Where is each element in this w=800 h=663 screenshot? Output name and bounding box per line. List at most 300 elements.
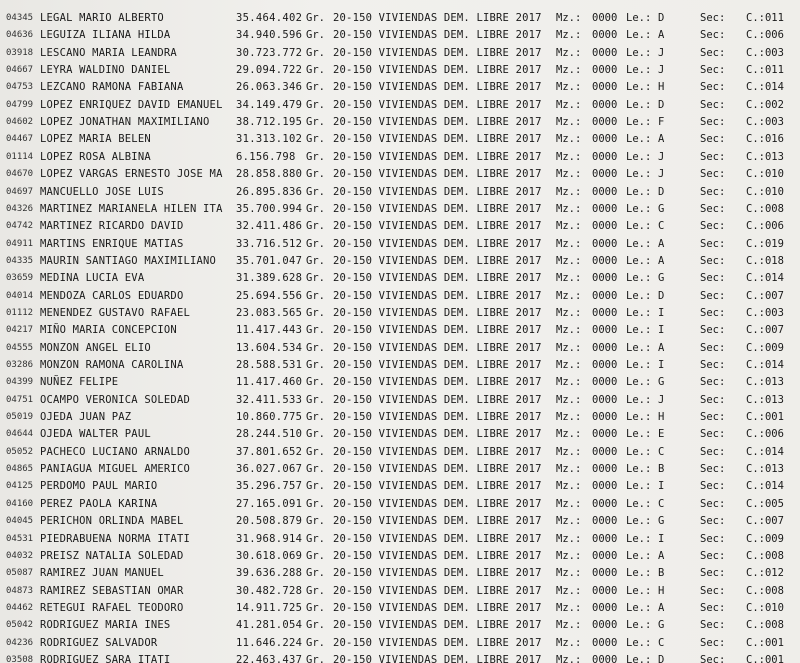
- document-number: 28.588.531: [236, 359, 303, 371]
- person-name: RAMIREZ JUAN MANUEL: [40, 567, 164, 580]
- mz-value: 0000: [592, 584, 618, 597]
- mz-label: Mz.:: [556, 289, 582, 302]
- housing-description: 20-150 VIVIENDAS DEM. LIBRE 2017: [333, 202, 542, 215]
- record-number: 04345: [6, 13, 34, 23]
- person-name: MARTINS ENRIQUE MATIAS: [40, 237, 184, 250]
- mz-label: Mz.:: [556, 98, 582, 111]
- sec-label: Sec:: [700, 341, 726, 354]
- gr-label: Gr.: [306, 584, 325, 597]
- le-label: Le.:: [626, 428, 652, 441]
- document-number: 11.417.460: [236, 376, 303, 389]
- mz-label: Mz.:: [556, 515, 582, 528]
- record-number: 04751: [6, 394, 34, 405]
- mz-value: 0000: [592, 567, 618, 580]
- le-value: I: [658, 480, 665, 493]
- sec-label: Sec:: [700, 46, 726, 59]
- mz-value: 0000: [592, 428, 618, 441]
- sec-value: C.:009: [746, 341, 784, 354]
- sec-label: Sec:: [700, 12, 726, 24]
- mz-value: 0000: [592, 133, 618, 146]
- le-label: Le.:: [626, 133, 652, 146]
- record-number: 01112: [6, 307, 34, 318]
- list-item: [0, 97, 800, 114]
- sec-label: Sec:: [700, 150, 726, 163]
- gr-label: Gr.: [306, 393, 325, 406]
- sec-label: Sec:: [700, 636, 726, 649]
- le-value: A: [658, 237, 665, 250]
- gr-label: Gr.: [306, 463, 325, 476]
- gr-label: Gr.: [306, 46, 325, 59]
- le-value: G: [658, 376, 665, 389]
- document-number: 6.156.798: [236, 150, 296, 163]
- sec-value: C.:008: [746, 619, 784, 632]
- mz-value: 0000: [592, 306, 618, 319]
- list-item: [0, 617, 800, 634]
- person-name: PERICHON ORLINDA MABEL: [40, 515, 184, 528]
- mz-value: 0000: [592, 29, 618, 42]
- mz-value: 0000: [592, 515, 618, 528]
- mz-label: Mz.:: [556, 411, 582, 424]
- document-number: 11.417.443: [236, 324, 303, 337]
- mz-label: Mz.:: [556, 341, 582, 354]
- le-label: Le.:: [626, 254, 652, 267]
- record-number: 04326: [6, 203, 34, 214]
- document-number: 30.618.069: [236, 549, 303, 562]
- le-value: J: [658, 150, 665, 163]
- sec-value: C.:010: [746, 185, 784, 198]
- mz-label: Mz.:: [556, 150, 582, 163]
- sec-label: Sec:: [700, 584, 726, 597]
- sec-value: C.:001: [746, 653, 784, 663]
- record-number: 04217: [6, 325, 34, 336]
- le-label: Le.:: [626, 29, 652, 42]
- gr-label: Gr.: [306, 636, 325, 649]
- record-number: 04670: [6, 169, 34, 180]
- housing-description: 20-150 VIVIENDAS DEM. LIBRE 2017: [333, 480, 542, 493]
- record-number: 04742: [6, 221, 34, 232]
- sec-label: Sec:: [700, 601, 726, 614]
- list-item: [0, 426, 800, 443]
- mz-value: 0000: [592, 150, 618, 163]
- mz-value: 0000: [592, 116, 618, 129]
- record-number: 04125: [6, 481, 34, 492]
- housing-description: 20-150 VIVIENDAS DEM. LIBRE 2017: [333, 601, 542, 614]
- list-item: [0, 322, 800, 339]
- mz-label: Mz.:: [556, 46, 582, 59]
- mz-label: Mz.:: [556, 64, 582, 77]
- gr-label: Gr.: [306, 168, 325, 181]
- document-number: 31.389.628: [236, 272, 303, 285]
- document-number: 13.604.534: [236, 341, 303, 354]
- sec-label: Sec:: [700, 29, 726, 42]
- le-value: A: [658, 133, 665, 146]
- record-number: 04467: [6, 134, 34, 145]
- le-value: D: [658, 12, 665, 24]
- mz-label: Mz.:: [556, 463, 582, 476]
- sec-value: C.:019: [746, 237, 784, 250]
- housing-description: 20-150 VIVIENDAS DEM. LIBRE 2017: [333, 359, 542, 371]
- list-item: [0, 478, 800, 495]
- document-number: 29.094.722: [236, 64, 303, 77]
- sec-value: C.:008: [746, 549, 784, 562]
- list-item: [0, 583, 800, 600]
- person-name: MENDOZA CARLOS EDUARDO: [40, 289, 184, 302]
- sec-value: C.:003: [746, 306, 784, 319]
- person-name: NUÑEZ FELIPE: [40, 376, 119, 389]
- le-value: F: [658, 116, 665, 129]
- housing-description: 20-150 VIVIENDAS DEM. LIBRE 2017: [333, 150, 542, 163]
- sec-label: Sec:: [700, 393, 726, 406]
- sec-label: Sec:: [700, 81, 726, 94]
- sec-value: C.:016: [746, 133, 784, 146]
- le-label: Le.:: [626, 619, 652, 632]
- mz-label: Mz.:: [556, 653, 582, 663]
- le-value: D: [658, 289, 665, 302]
- mz-value: 0000: [592, 168, 618, 181]
- mz-label: Mz.:: [556, 133, 582, 146]
- mz-value: 0000: [592, 549, 618, 562]
- list-item: [0, 218, 800, 235]
- list-item: [0, 305, 800, 322]
- mz-label: Mz.:: [556, 584, 582, 597]
- sec-label: Sec:: [700, 463, 726, 476]
- mz-value: 0000: [592, 185, 618, 198]
- mz-label: Mz.:: [556, 359, 582, 371]
- sec-value: C.:018: [746, 254, 784, 267]
- sec-label: Sec:: [700, 306, 726, 319]
- list-item: [0, 149, 800, 166]
- record-number: 05052: [6, 446, 34, 457]
- mz-value: 0000: [592, 636, 618, 649]
- list-item: [0, 236, 800, 253]
- list-item: [0, 565, 800, 582]
- record-number: 04911: [6, 238, 34, 249]
- sec-value: C.:014: [746, 81, 784, 94]
- le-label: Le.:: [626, 185, 652, 198]
- mz-value: 0000: [592, 532, 618, 545]
- person-name: MIÑO MARIA CONCEPCION: [40, 324, 177, 337]
- sec-value: C.:002: [746, 98, 784, 111]
- housing-description: 20-150 VIVIENDAS DEM. LIBRE 2017: [333, 393, 542, 406]
- le-value: B: [658, 567, 665, 580]
- mz-value: 0000: [592, 411, 618, 424]
- mz-value: 0000: [592, 445, 618, 458]
- list-item: [0, 340, 800, 357]
- document-number: 22.463.437: [236, 653, 303, 663]
- le-value: D: [658, 98, 665, 111]
- document-number: 31.313.102: [236, 133, 303, 146]
- sec-value: C.:011: [746, 12, 784, 24]
- document-number: 35.700.994: [236, 202, 303, 215]
- sec-label: Sec:: [700, 168, 726, 181]
- record-number: 04462: [6, 602, 34, 613]
- gr-label: Gr.: [306, 202, 325, 215]
- record-number: 04697: [6, 186, 34, 197]
- le-value: G: [658, 202, 665, 215]
- sec-value: C.:006: [746, 428, 784, 441]
- le-value: A: [658, 29, 665, 42]
- housing-description: 20-150 VIVIENDAS DEM. LIBRE 2017: [333, 272, 542, 285]
- gr-label: Gr.: [306, 306, 325, 319]
- housing-description: 20-150 VIVIENDAS DEM. LIBRE 2017: [333, 636, 542, 649]
- le-label: Le.:: [626, 532, 652, 545]
- document-number: 31.968.914: [236, 532, 303, 545]
- document-number: 23.083.565: [236, 306, 303, 319]
- sec-label: Sec:: [700, 497, 726, 510]
- le-value: H: [658, 584, 665, 597]
- list-item: [0, 131, 800, 148]
- housing-description: 20-150 VIVIENDAS DEM. LIBRE 2017: [333, 133, 542, 146]
- sec-value: C.:010: [746, 168, 784, 181]
- housing-description: 20-150 VIVIENDAS DEM. LIBRE 2017: [333, 584, 542, 597]
- list-item: [0, 531, 800, 548]
- record-number: 04636: [6, 30, 34, 41]
- le-label: Le.:: [626, 202, 652, 215]
- gr-label: Gr.: [306, 619, 325, 632]
- gr-label: Gr.: [306, 445, 325, 458]
- document-number: 35.464.402: [236, 12, 303, 24]
- le-label: Le.:: [626, 411, 652, 424]
- sec-value: C.:014: [746, 359, 784, 371]
- mz-label: Mz.:: [556, 532, 582, 545]
- sec-value: C.:014: [746, 272, 784, 285]
- list-item: [0, 548, 800, 565]
- mz-label: Mz.:: [556, 202, 582, 215]
- person-name: RODRIGUEZ MARIA INES: [40, 619, 171, 632]
- sec-value: C.:008: [746, 202, 784, 215]
- document-number: 26.895.836: [236, 185, 303, 198]
- sec-label: Sec:: [700, 653, 726, 663]
- mz-value: 0000: [592, 98, 618, 111]
- person-name: LOPEZ MARIA BELEN: [40, 133, 151, 146]
- list-item: [0, 635, 800, 652]
- gr-label: Gr.: [306, 133, 325, 146]
- mz-label: Mz.:: [556, 29, 582, 42]
- mz-value: 0000: [592, 341, 618, 354]
- gr-label: Gr.: [306, 116, 325, 129]
- mz-label: Mz.:: [556, 480, 582, 493]
- list-item: [0, 79, 800, 96]
- le-value: I: [658, 324, 665, 337]
- sec-label: Sec:: [700, 64, 726, 77]
- le-label: Le.:: [626, 150, 652, 163]
- gr-label: Gr.: [306, 220, 325, 233]
- document-number: 32.411.533: [236, 393, 303, 406]
- sec-value: C.:012: [746, 567, 784, 580]
- person-name: LEZCANO RAMONA FABIANA: [40, 81, 184, 94]
- le-label: Le.:: [626, 46, 652, 59]
- mz-label: Mz.:: [556, 549, 582, 562]
- sec-label: Sec:: [700, 480, 726, 493]
- person-name: MENENDEZ GUSTAVO RAFAEL: [40, 306, 190, 319]
- le-value: H: [658, 411, 665, 424]
- mz-label: Mz.:: [556, 636, 582, 649]
- mz-label: Mz.:: [556, 306, 582, 319]
- housing-description: 20-150 VIVIENDAS DEM. LIBRE 2017: [333, 81, 542, 94]
- person-name: LESCANO MARIA LEANDRA: [40, 46, 177, 59]
- housing-description: 20-150 VIVIENDAS DEM. LIBRE 2017: [333, 428, 542, 441]
- le-label: Le.:: [626, 445, 652, 458]
- le-value: C: [658, 636, 665, 649]
- le-value: I: [658, 532, 665, 545]
- mz-value: 0000: [592, 46, 618, 59]
- document-number: 30.482.728: [236, 584, 303, 597]
- sec-label: Sec:: [700, 202, 726, 215]
- le-label: Le.:: [626, 515, 652, 528]
- le-label: Le.:: [626, 497, 652, 510]
- record-number: 04335: [6, 255, 34, 266]
- mz-value: 0000: [592, 393, 618, 406]
- le-label: Le.:: [626, 64, 652, 77]
- sec-label: Sec:: [700, 185, 726, 198]
- le-label: Le.:: [626, 463, 652, 476]
- housing-description: 20-150 VIVIENDAS DEM. LIBRE 2017: [333, 376, 542, 389]
- housing-description: 20-150 VIVIENDAS DEM. LIBRE 2017: [333, 445, 542, 458]
- housing-description: 20-150 VIVIENDAS DEM. LIBRE 2017: [333, 64, 542, 77]
- le-value: J: [658, 168, 665, 181]
- housing-description: 20-150 VIVIENDAS DEM. LIBRE 2017: [333, 185, 542, 198]
- le-label: Le.:: [626, 601, 652, 614]
- list-item: [0, 288, 800, 305]
- le-value: J: [658, 64, 665, 77]
- person-name: MEDINA LUCIA EVA: [40, 272, 145, 285]
- person-name: PERDOMO PAUL MARIO: [40, 480, 158, 493]
- list-item: [0, 357, 800, 374]
- document-number: 25.694.556: [236, 289, 303, 302]
- gr-label: Gr.: [306, 480, 325, 493]
- gr-label: Gr.: [306, 601, 325, 614]
- housing-description: 20-150 VIVIENDAS DEM. LIBRE 2017: [333, 98, 542, 111]
- le-value: B: [658, 463, 665, 476]
- record-number: 04236: [6, 637, 34, 648]
- le-value: I: [658, 359, 665, 371]
- document-number: 30.723.772: [236, 46, 303, 59]
- housing-description: 20-150 VIVIENDAS DEM. LIBRE 2017: [333, 289, 542, 302]
- person-name: PREISZ NATALIA SOLEDAD: [40, 549, 184, 562]
- le-value: C: [658, 445, 665, 458]
- list-item: [0, 374, 800, 391]
- le-label: Le.:: [626, 81, 652, 94]
- gr-label: Gr.: [306, 185, 325, 198]
- housing-description: 20-150 VIVIENDAS DEM. LIBRE 2017: [333, 497, 542, 510]
- housing-description: 20-150 VIVIENDAS DEM. LIBRE 2017: [333, 220, 542, 233]
- sec-value: C.:001: [746, 636, 784, 649]
- mz-value: 0000: [592, 359, 618, 371]
- person-name: LOPEZ JONATHAN MAXIMILIANO: [40, 116, 210, 129]
- sec-label: Sec:: [700, 116, 726, 129]
- sec-label: Sec:: [700, 133, 726, 146]
- le-label: Le.:: [626, 98, 652, 111]
- mz-label: Mz.:: [556, 376, 582, 389]
- sec-label: Sec:: [700, 567, 726, 580]
- record-number: 03918: [6, 47, 34, 58]
- housing-description: 20-150 VIVIENDAS DEM. LIBRE 2017: [333, 46, 542, 59]
- sec-label: Sec:: [700, 515, 726, 528]
- record-number: 05042: [6, 620, 34, 631]
- list-item: [0, 409, 800, 426]
- person-name: OJEDA JUAN PAZ: [40, 411, 132, 424]
- record-number: 04032: [6, 550, 34, 561]
- list-item: [0, 444, 800, 461]
- housing-description: 20-150 VIVIENDAS DEM. LIBRE 2017: [333, 653, 542, 663]
- le-label: Le.:: [626, 359, 652, 371]
- gr-label: Gr.: [306, 150, 325, 163]
- le-value: D: [658, 653, 665, 663]
- document-number: 27.165.091: [236, 497, 303, 510]
- mz-value: 0000: [592, 601, 618, 614]
- document-number: 37.801.652: [236, 445, 303, 458]
- sec-value: C.:013: [746, 150, 784, 163]
- le-value: G: [658, 619, 665, 632]
- list-item: [0, 27, 800, 44]
- record-number: 04865: [6, 464, 34, 475]
- person-name: PANIAGUA MIGUEL AMERICO: [40, 463, 190, 476]
- sec-label: Sec:: [700, 619, 726, 632]
- le-label: Le.:: [626, 324, 652, 337]
- list-item: [0, 600, 800, 617]
- sec-value: C.:007: [746, 515, 784, 528]
- person-name: RODRIGUEZ SARA ITATI: [40, 653, 171, 663]
- mz-value: 0000: [592, 463, 618, 476]
- gr-label: Gr.: [306, 428, 325, 441]
- record-number: 04160: [6, 498, 34, 509]
- gr-label: Gr.: [306, 411, 325, 424]
- record-number: 04602: [6, 117, 34, 128]
- sec-value: C.:003: [746, 116, 784, 129]
- document-number: 10.860.775: [236, 411, 303, 424]
- le-value: C: [658, 497, 665, 510]
- person-name: RETEGUI RAFAEL TEODORO: [40, 601, 184, 614]
- housing-description: 20-150 VIVIENDAS DEM. LIBRE 2017: [333, 237, 542, 250]
- sec-label: Sec:: [700, 237, 726, 250]
- le-value: E: [658, 428, 665, 441]
- mz-value: 0000: [592, 289, 618, 302]
- le-value: I: [658, 306, 665, 319]
- le-label: Le.:: [626, 168, 652, 181]
- gr-label: Gr.: [306, 81, 325, 94]
- mz-value: 0000: [592, 81, 618, 94]
- housing-description: 20-150 VIVIENDAS DEM. LIBRE 2017: [333, 532, 542, 545]
- document-number: 39.636.288: [236, 567, 303, 580]
- record-number: 04045: [6, 516, 34, 527]
- mz-label: Mz.:: [556, 393, 582, 406]
- housing-description: 20-150 VIVIENDAS DEM. LIBRE 2017: [333, 29, 542, 42]
- person-name: LEGUIZA ILIANA HILDA: [40, 29, 171, 42]
- sec-value: C.:013: [746, 376, 784, 389]
- list-item: [0, 45, 800, 62]
- sec-value: C.:009: [746, 532, 784, 545]
- housing-description: 20-150 VIVIENDAS DEM. LIBRE 2017: [333, 324, 542, 337]
- list-item: [0, 114, 800, 131]
- list-item: [0, 201, 800, 218]
- record-number: 04014: [6, 290, 34, 301]
- sec-label: Sec:: [700, 532, 726, 545]
- mz-label: Mz.:: [556, 567, 582, 580]
- document-number: 32.411.486: [236, 220, 303, 233]
- person-name: RAMIREZ SEBASTIAN OMAR: [40, 584, 184, 597]
- list-item: [0, 461, 800, 478]
- list-item: [0, 184, 800, 201]
- mz-label: Mz.:: [556, 237, 582, 250]
- document-number: 28.858.880: [236, 168, 303, 181]
- person-name: LOPEZ ROSA ALBINA: [40, 150, 151, 163]
- le-label: Le.:: [626, 306, 652, 319]
- list-item: [0, 513, 800, 530]
- le-value: A: [658, 549, 665, 562]
- le-label: Le.:: [626, 116, 652, 129]
- gr-label: Gr.: [306, 567, 325, 580]
- record-number: 04753: [6, 82, 34, 93]
